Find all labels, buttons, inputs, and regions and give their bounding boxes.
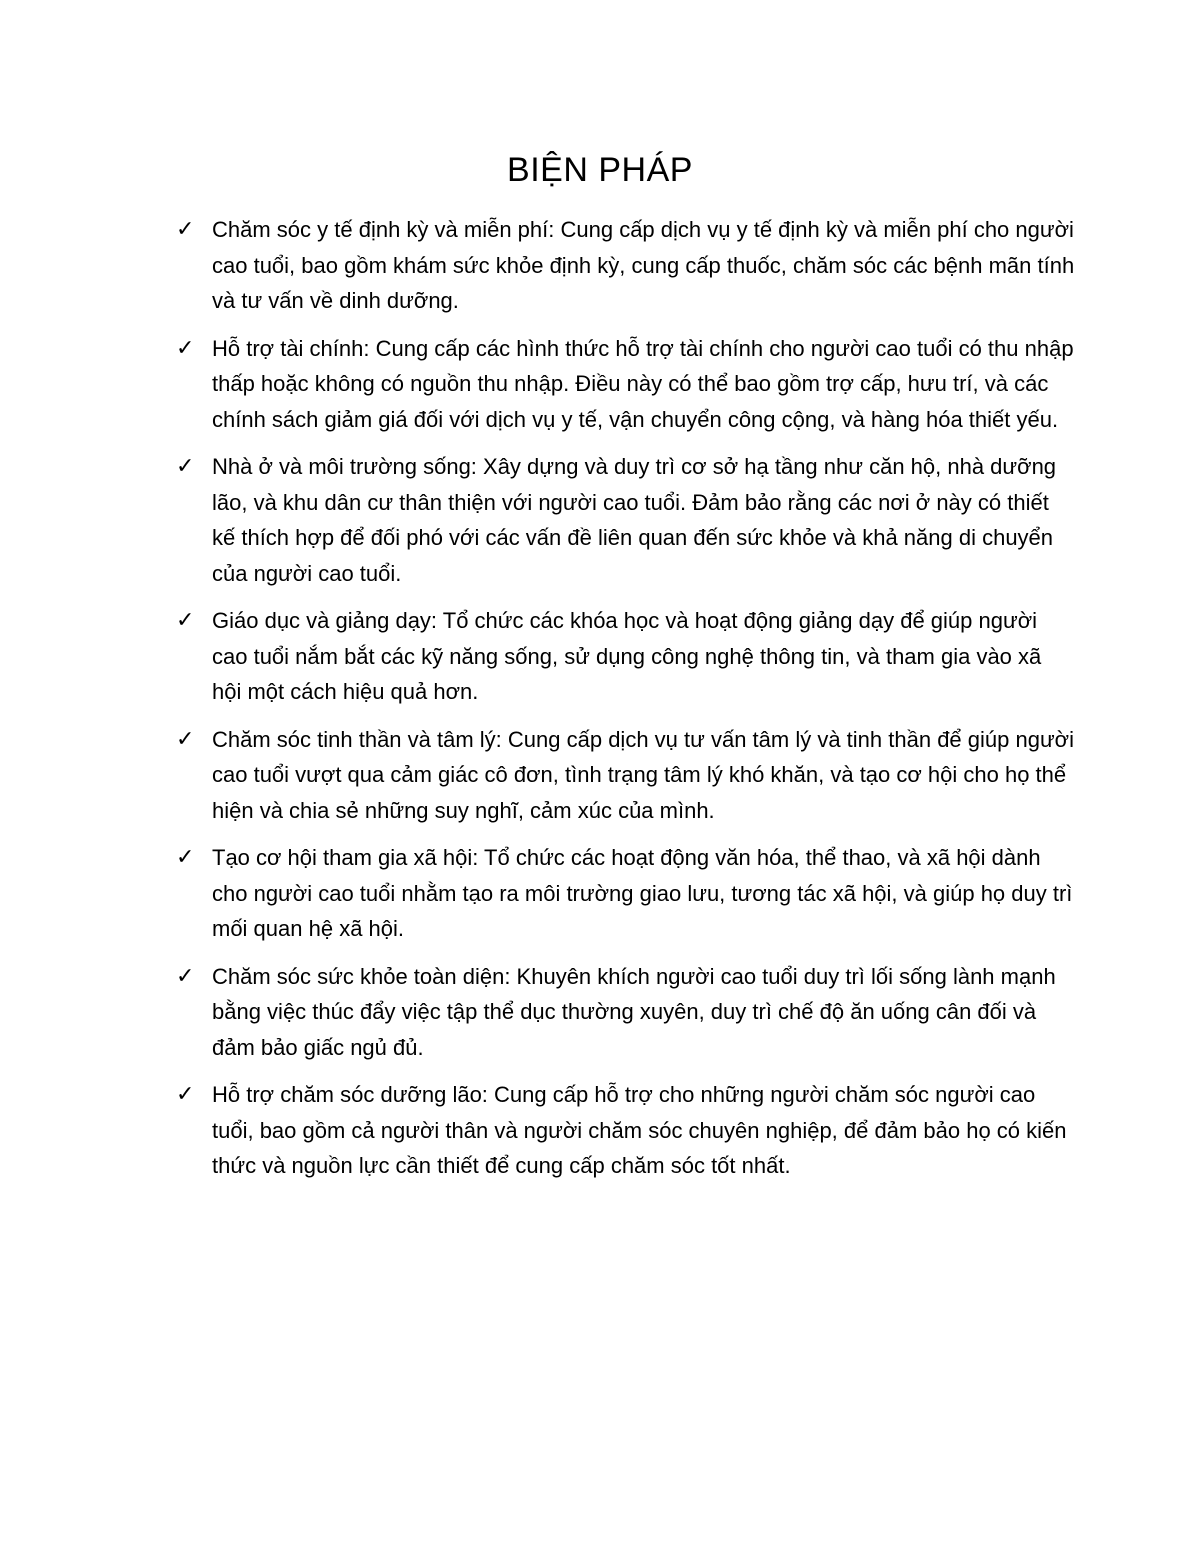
list-item — [176, 212, 1076, 319]
list-item — [176, 722, 1076, 829]
check-mark-icon: ✓ — [176, 963, 195, 989]
check-mark-icon: ✓ — [176, 454, 195, 479]
list-item-text: Hỗ trợ chăm sóc dưỡng lão: Cung cấp hỗ trợ cho những người chăm sóc người cao tuổi, bao gồm cả người thân và người chăm sóc chuyên nghiệp, để đảm bảo họ có kiến thức và nguồn lực cần thiết để cung cấp chăm sóc tốt nhất. — [212, 1082, 1067, 1178]
list-item-text: Chăm sóc y tế định kỳ và miễn phí: Cung cấp dịch vụ y tế định kỳ và miễn phí cho người cao tuổi, bao gồm khám sức khỏe định kỳ, cung cấp thuốc, chăm sóc các bệnh mãn tính và tư vấn về dinh dưỡng. — [212, 217, 1075, 313]
page-title: BIỆN PHÁP — [507, 151, 693, 189]
check-mark-icon: ✓ — [176, 1082, 195, 1107]
list-item — [176, 603, 1076, 710]
measures-list — [176, 212, 1076, 1196]
list-item-text: Chăm sóc sức khỏe toàn diện: Khuyên khích người cao tuổi duy trì lối sống lành mạnh bằng việc thúc đẩy việc tập thể dục thường xuyên, duy trì chế độ ăn uống cân đối và đảm bảo giấc ngủ đủ. — [212, 963, 1056, 1060]
list-item-text: Tạo cơ hội tham gia xã hội: Tổ chức các hoạt động văn hóa, thể thao, và xã hội dành cho người cao tuổi nhằm tạo ra môi trường giao lưu, tương tác xã hội, và giúp họ duy trì mối quan hệ xã hội. — [212, 845, 1073, 941]
check-mark-icon: ✓ — [176, 217, 195, 242]
list-item — [176, 1077, 1076, 1184]
list-item — [176, 840, 1076, 947]
list-item — [176, 449, 1076, 591]
list-item — [176, 331, 1076, 438]
list-item — [176, 959, 1076, 1066]
check-mark-icon: ✓ — [176, 335, 195, 361]
check-mark-icon: ✓ — [176, 726, 195, 752]
list-item-text: Hỗ trợ tài chính: Cung cấp các hình thức hỗ trợ tài chính cho người cao tuổi có thu nhập thấp hoặc không có nguồn thu nhập. Điều này có thể bao gồm trợ cấp, hưu trí, và các chính sách giảm giá đối với dịch vụ y tế, vận chuyển công cộng, và hàng hóa thiết yếu. — [212, 335, 1074, 432]
list-item-text: Nhà ở và môi trường sống: Xây dựng và duy trì cơ sở hạ tầng như căn hộ, nhà dưỡng lão, và khu dân cư thân thiện với người cao tuổi. Đảm bảo rằng các nơi ở này có thiết kế thích hợp để đối phó với các vấn đề liên quan đến sức khỏe và khả năng di chuyển của người cao tuổi. — [212, 454, 1057, 586]
check-mark-icon: ✓ — [176, 608, 195, 633]
list-item-text: Giáo dục và giảng dạy: Tổ chức các khóa học và hoạt động giảng dạy để giúp người cao tuổi nắm bắt các kỹ năng sống, sử dụng công nghệ thông tin, và tham gia vào xã hội một cách hiệu quả hơn. — [212, 608, 1042, 704]
check-mark-icon: ✓ — [176, 845, 195, 870]
list-item-text: Chăm sóc tinh thần và tâm lý: Cung cấp dịch vụ tư vấn tâm lý và tinh thần để giúp người cao tuổi vượt qua cảm giác cô đơn, tình trạng tâm lý khó khăn, và tạo cơ hội cho họ thể hiện và chia sẻ những suy nghĩ, cảm xúc của mình. — [212, 726, 1074, 823]
